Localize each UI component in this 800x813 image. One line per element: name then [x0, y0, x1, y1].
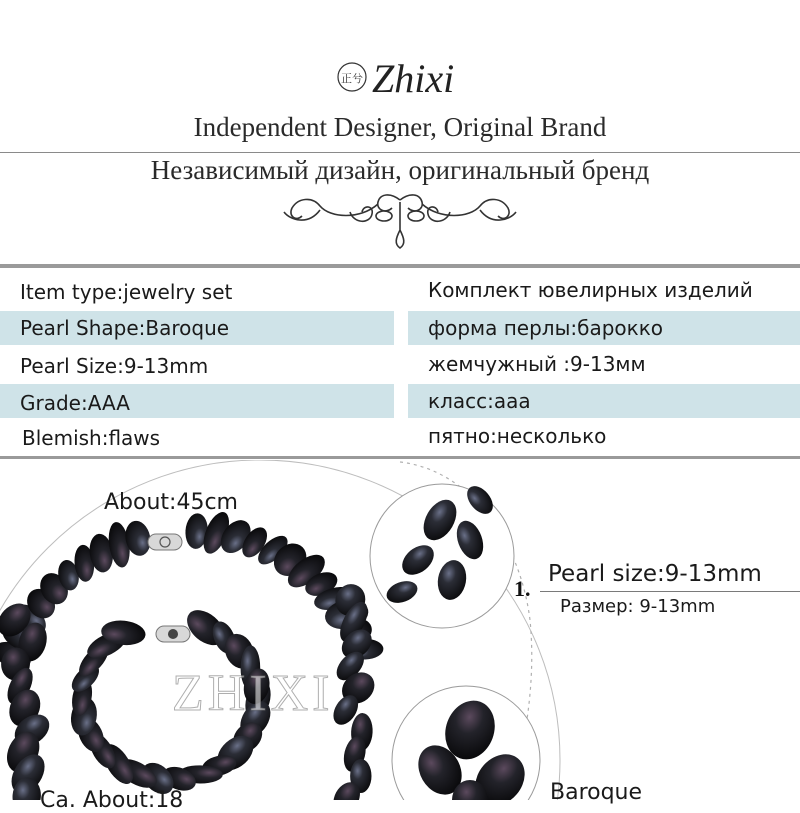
table-bottom-rule: [0, 456, 800, 459]
spec-blemish: Blemish:flaws: [22, 426, 161, 450]
detail-underline: [540, 591, 800, 592]
spec-item-type: Item type:jewelry set: [20, 280, 233, 304]
spec-pearl-size: Pearl Size:9-13mm: [20, 354, 209, 378]
detail-pearl-size: Pearl size:9-13mm: [548, 561, 762, 587]
logo-text: Zhixi: [372, 56, 455, 101]
detail-baroque-label: Baroque: [550, 780, 643, 805]
spec-grade: Grade:AAA: [20, 391, 130, 415]
detail-pearl-size-ru: Размер: 9-13mm: [560, 596, 716, 617]
tagline-russian: Независимый дизайн, оригинальный бренд: [150, 155, 650, 185]
spec-blemish-ru: пятно:несколько: [428, 424, 607, 448]
bracelet-clasp: [156, 626, 190, 642]
tagline-english: Independent Designer, Original Brand: [193, 112, 607, 142]
watermark-text: ZHIXI: [172, 665, 334, 722]
spec-grade-ru: класс:ааа: [428, 389, 531, 413]
spec-pearl-size-ru: жемчужный :9-13мм: [428, 352, 646, 376]
length-label: About:45cm: [104, 490, 238, 515]
necklace-clasp: [148, 534, 182, 550]
spec-item-type-ru: Комплект ювелирных изделий: [428, 278, 753, 302]
spec-pearl-shape: Pearl Shape:Baroque: [20, 316, 230, 340]
decorative-ornament: [280, 190, 520, 252]
table-top-rule: [0, 264, 800, 268]
detail-number: 1.: [514, 576, 531, 601]
bracelet-length-label: Ca. About:18: [40, 788, 184, 813]
header-divider: [0, 152, 800, 153]
seal-text: 正兮: [341, 72, 363, 85]
spec-pearl-shape-ru: форма перлы:барокко: [428, 316, 664, 340]
brand-logo: [0, 52, 800, 102]
